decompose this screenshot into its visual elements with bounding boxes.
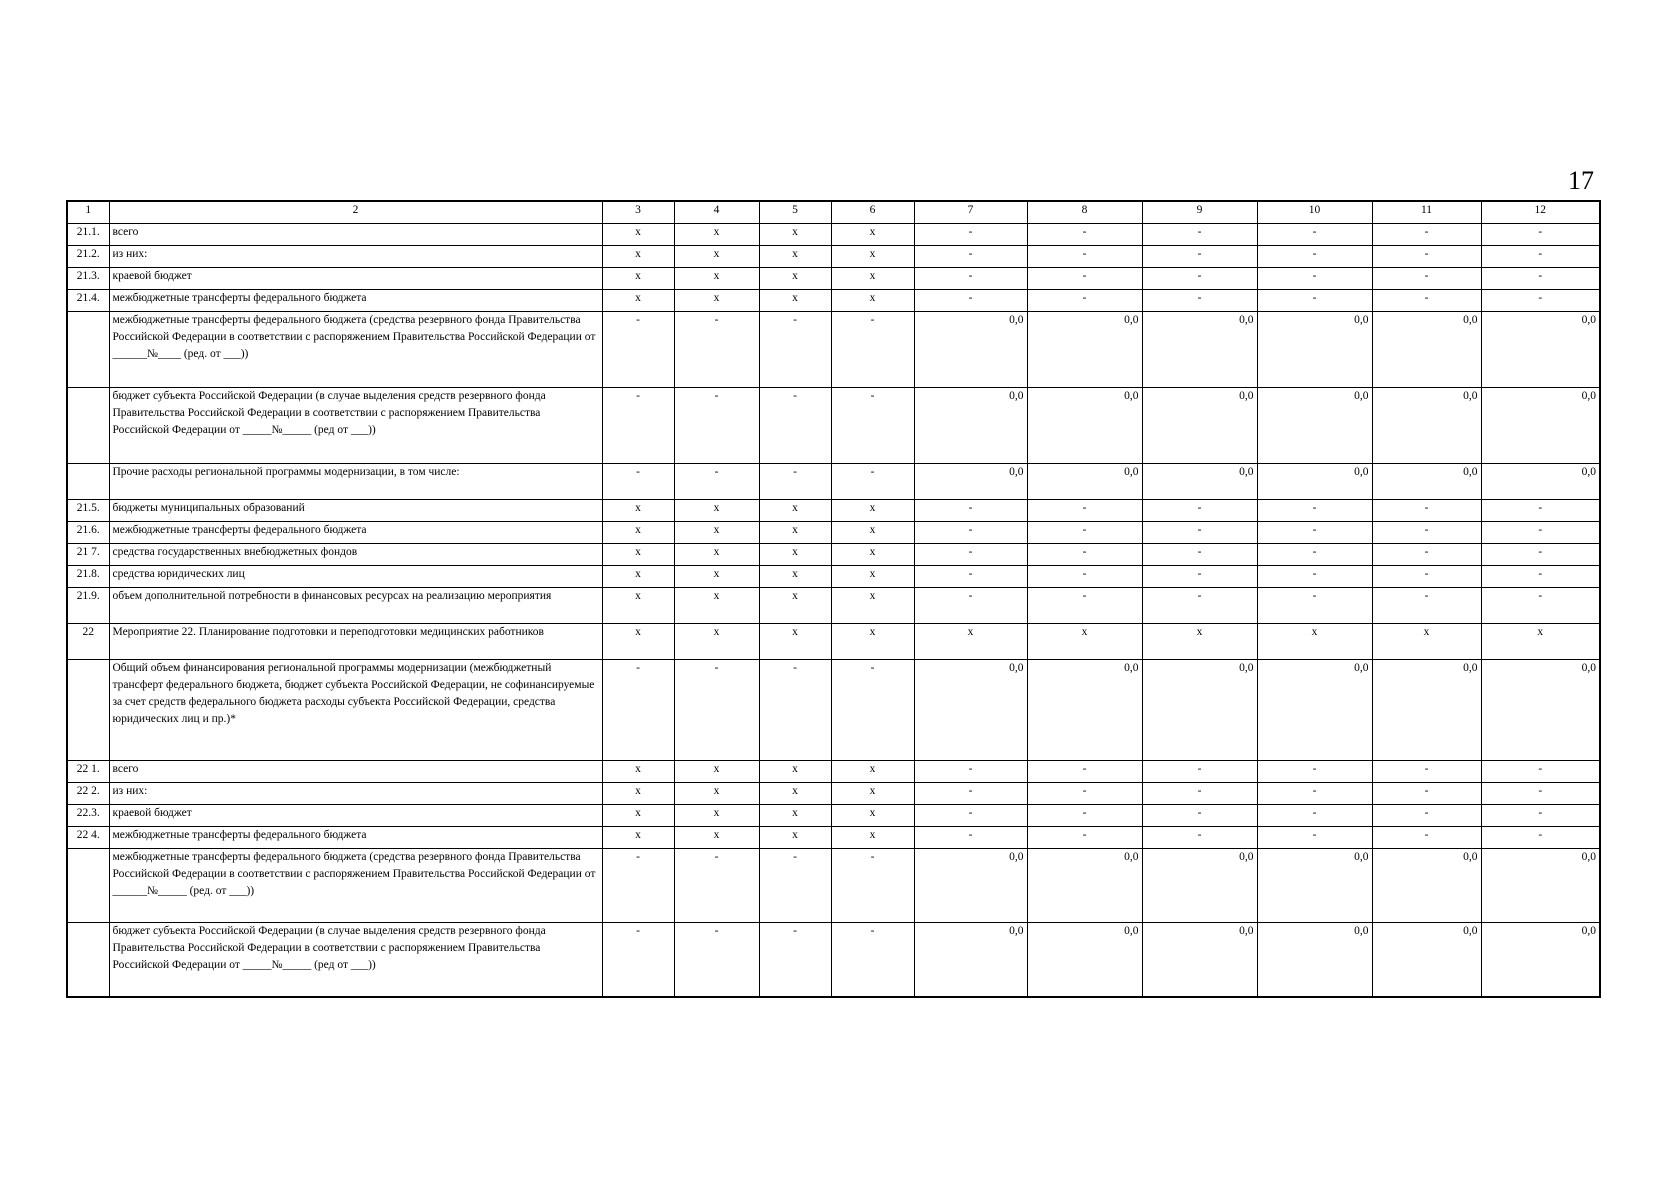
value-cell: 0,0: [914, 464, 1027, 500]
value-cell: х: [759, 246, 831, 268]
value-cell: -: [1142, 268, 1257, 290]
value-cell: -: [1142, 827, 1257, 849]
value-cell: -: [831, 849, 914, 923]
value-cell: 0,0: [1027, 849, 1142, 923]
value-cell: 0,0: [1372, 388, 1481, 464]
value-cell: х: [1372, 624, 1481, 660]
row-description: межбюджетные трансферты федерального бюджета: [109, 827, 602, 849]
row-number: 22: [67, 624, 109, 660]
row-number: 22.3.: [67, 805, 109, 827]
row-number: 21.2.: [67, 246, 109, 268]
row-description: Прочие расходы региональной программы модернизации, в том числе:: [109, 464, 602, 500]
table-row: [67, 544, 1600, 566]
table-row: [67, 522, 1600, 544]
value-cell: х: [759, 588, 831, 624]
value-cell: х: [759, 500, 831, 522]
value-cell: х: [759, 783, 831, 805]
value-cell: х: [1027, 624, 1142, 660]
value-cell: -: [1372, 290, 1481, 312]
value-cell: -: [1027, 246, 1142, 268]
value-cell: -: [1142, 500, 1257, 522]
header-cell: 10: [1257, 201, 1372, 224]
value-cell: -: [1257, 544, 1372, 566]
value-cell: -: [914, 522, 1027, 544]
value-cell: -: [1481, 500, 1600, 522]
row-description: межбюджетные трансферты федерального бюджета (средства резервного фонда Правительства Российской Федерации в соответствии с распоряжением Правительства Российской Федерации от ______№_____ (ред. от ___)): [109, 849, 602, 923]
value-cell: -: [1372, 268, 1481, 290]
value-cell: 0,0: [914, 312, 1027, 388]
value-cell: 0,0: [1372, 312, 1481, 388]
value-cell: -: [914, 268, 1027, 290]
value-cell: 0,0: [1142, 923, 1257, 998]
value-cell: -: [914, 588, 1027, 624]
row-description: объем дополнительной потребности в финансовых ресурсах на реализацию мероприятия: [109, 588, 602, 624]
table-body: [67, 201, 1600, 997]
value-cell: -: [1372, 224, 1481, 246]
header-cell: 12: [1481, 201, 1600, 224]
value-cell: -: [1027, 224, 1142, 246]
value-cell: -: [1027, 290, 1142, 312]
value-cell: -: [1257, 522, 1372, 544]
header-cell: 6: [831, 201, 914, 224]
value-cell: х: [674, 783, 759, 805]
value-cell: х: [759, 290, 831, 312]
value-cell: -: [1142, 761, 1257, 783]
table-row: [67, 849, 1600, 923]
row-description: из них:: [109, 783, 602, 805]
table-row: [67, 388, 1600, 464]
value-cell: -: [1481, 544, 1600, 566]
value-cell: -: [1372, 544, 1481, 566]
table-row: [67, 464, 1600, 500]
value-cell: 0,0: [1372, 849, 1481, 923]
value-cell: -: [1257, 783, 1372, 805]
row-number: 22 2.: [67, 783, 109, 805]
value-cell: х: [602, 805, 674, 827]
value-cell: -: [1142, 522, 1257, 544]
value-cell: -: [1372, 588, 1481, 624]
value-cell: -: [1142, 224, 1257, 246]
value-cell: 0,0: [1142, 660, 1257, 761]
value-cell: -: [602, 849, 674, 923]
table-row: [67, 566, 1600, 588]
table-row: [67, 624, 1600, 660]
value-cell: х: [831, 588, 914, 624]
value-cell: -: [1481, 522, 1600, 544]
row-number: [67, 660, 109, 761]
row-description: Общий объем финансирования региональной программы модернизации (межбюджетный трансферт федерального бюджета, бюджет субъекта Российской Федерации, не софинансируемые за счет средств федерального бюджета расходы субъекта Российской Федерации, средства юридических лиц и пр.)*: [109, 660, 602, 761]
table-row: [67, 246, 1600, 268]
row-description: бюджеты муниципальных образований: [109, 500, 602, 522]
value-cell: х: [914, 624, 1027, 660]
value-cell: -: [1257, 761, 1372, 783]
value-cell: 0,0: [1257, 312, 1372, 388]
value-cell: -: [1481, 588, 1600, 624]
value-cell: -: [1257, 566, 1372, 588]
row-description: бюджет субъекта Российской Федерации (в случае выделения средств резервного фонда Правительства Российской Федерации в соответствии с распоряжением Правительства Российской Федерации от _____№_____ (ред от ___)): [109, 923, 602, 998]
value-cell: -: [1257, 805, 1372, 827]
value-cell: 0,0: [1027, 312, 1142, 388]
row-number: [67, 849, 109, 923]
value-cell: х: [674, 268, 759, 290]
value-cell: х: [674, 224, 759, 246]
row-number: 21.9.: [67, 588, 109, 624]
value-cell: х: [831, 624, 914, 660]
header-cell: 7: [914, 201, 1027, 224]
value-cell: -: [674, 464, 759, 500]
value-cell: х: [831, 290, 914, 312]
row-description: из них:: [109, 246, 602, 268]
value-cell: -: [1027, 827, 1142, 849]
value-cell: -: [1027, 805, 1142, 827]
value-cell: -: [602, 660, 674, 761]
value-cell: -: [914, 224, 1027, 246]
value-cell: х: [831, 805, 914, 827]
value-cell: х: [602, 566, 674, 588]
value-cell: 0,0: [1481, 849, 1600, 923]
value-cell: х: [759, 268, 831, 290]
value-cell: х: [831, 827, 914, 849]
row-description: краевой бюджет: [109, 805, 602, 827]
value-cell: -: [1372, 500, 1481, 522]
value-cell: х: [674, 624, 759, 660]
value-cell: х: [602, 500, 674, 522]
value-cell: х: [759, 224, 831, 246]
value-cell: -: [1257, 246, 1372, 268]
value-cell: -: [914, 761, 1027, 783]
row-description: межбюджетные трансферты федерального бюджета: [109, 522, 602, 544]
header-cell: 11: [1372, 201, 1481, 224]
value-cell: 0,0: [1372, 923, 1481, 998]
value-cell: -: [1372, 761, 1481, 783]
value-cell: х: [674, 290, 759, 312]
value-cell: -: [1142, 290, 1257, 312]
value-cell: -: [1257, 827, 1372, 849]
value-cell: х: [674, 522, 759, 544]
table-row: [67, 312, 1600, 388]
value-cell: х: [674, 566, 759, 588]
value-cell: 0,0: [1372, 464, 1481, 500]
value-cell: -: [1372, 783, 1481, 805]
value-cell: -: [1027, 268, 1142, 290]
value-cell: -: [1372, 246, 1481, 268]
value-cell: х: [1142, 624, 1257, 660]
value-cell: х: [602, 544, 674, 566]
value-cell: 0,0: [1257, 388, 1372, 464]
value-cell: х: [1481, 624, 1600, 660]
value-cell: х: [831, 783, 914, 805]
value-cell: х: [602, 224, 674, 246]
row-number: 22 4.: [67, 827, 109, 849]
row-number: 21.1.: [67, 224, 109, 246]
value-cell: -: [1257, 224, 1372, 246]
value-cell: х: [831, 761, 914, 783]
value-cell: х: [602, 827, 674, 849]
row-number: [67, 388, 109, 464]
row-number: 21.5.: [67, 500, 109, 522]
row-description: средства государственных внебюджетных фондов: [109, 544, 602, 566]
table-row: [67, 923, 1600, 998]
row-description: Мероприятие 22. Планирование подготовки и переподготовки медицинских работников: [109, 624, 602, 660]
table-row: [67, 290, 1600, 312]
header-cell: 2: [109, 201, 602, 224]
value-cell: 0,0: [1142, 464, 1257, 500]
page-number: 17: [1568, 166, 1594, 195]
value-cell: х: [759, 827, 831, 849]
value-cell: 0,0: [1027, 388, 1142, 464]
value-cell: 0,0: [1257, 660, 1372, 761]
row-description: краевой бюджет: [109, 268, 602, 290]
value-cell: -: [1142, 783, 1257, 805]
value-cell: -: [1481, 224, 1600, 246]
value-cell: х: [831, 268, 914, 290]
value-cell: 0,0: [1257, 849, 1372, 923]
value-cell: -: [1027, 544, 1142, 566]
value-cell: х: [602, 588, 674, 624]
table-row: [67, 500, 1600, 522]
value-cell: 0,0: [1372, 660, 1481, 761]
value-cell: 0,0: [914, 388, 1027, 464]
value-cell: 0,0: [1142, 312, 1257, 388]
value-cell: -: [1257, 268, 1372, 290]
value-cell: -: [1027, 522, 1142, 544]
value-cell: х: [831, 566, 914, 588]
value-cell: х: [831, 500, 914, 522]
value-cell: -: [1481, 827, 1600, 849]
header-cell: 1: [67, 201, 109, 224]
row-description: всего: [109, 224, 602, 246]
value-cell: х: [831, 246, 914, 268]
value-cell: -: [1257, 500, 1372, 522]
value-cell: 0,0: [914, 849, 1027, 923]
header-cell: 8: [1027, 201, 1142, 224]
table-row: [67, 805, 1600, 827]
value-cell: 0,0: [914, 660, 1027, 761]
value-cell: -: [1142, 805, 1257, 827]
value-cell: -: [1027, 500, 1142, 522]
value-cell: -: [674, 849, 759, 923]
budget-table: [66, 200, 1601, 998]
value-cell: 0,0: [1142, 849, 1257, 923]
value-cell: -: [1027, 588, 1142, 624]
value-cell: -: [1027, 761, 1142, 783]
value-cell: -: [1142, 246, 1257, 268]
value-cell: -: [831, 464, 914, 500]
row-description: всего: [109, 761, 602, 783]
value-cell: -: [674, 388, 759, 464]
value-cell: х: [674, 827, 759, 849]
row-number: [67, 464, 109, 500]
value-cell: -: [759, 660, 831, 761]
value-cell: -: [759, 849, 831, 923]
value-cell: -: [914, 246, 1027, 268]
table-row: [67, 827, 1600, 849]
value-cell: х: [759, 624, 831, 660]
header-row: [67, 201, 1600, 224]
value-cell: х: [602, 246, 674, 268]
value-cell: -: [1372, 566, 1481, 588]
value-cell: 0,0: [1481, 464, 1600, 500]
value-cell: 0,0: [1481, 312, 1600, 388]
row-description: бюджет субъекта Российской Федерации (в случае выделения средств резервного фонда Правительства Российской Федерации в соответствии с распоряжением Правительства Российской Федерации от _____№_____ (ред от ___)): [109, 388, 602, 464]
value-cell: 0,0: [1481, 660, 1600, 761]
value-cell: х: [759, 544, 831, 566]
value-cell: х: [674, 588, 759, 624]
value-cell: -: [759, 464, 831, 500]
value-cell: -: [1481, 783, 1600, 805]
value-cell: х: [602, 783, 674, 805]
value-cell: -: [1481, 268, 1600, 290]
value-cell: -: [1481, 761, 1600, 783]
table-row: [67, 268, 1600, 290]
table-row: [67, 761, 1600, 783]
header-cell: 5: [759, 201, 831, 224]
value-cell: -: [831, 312, 914, 388]
row-description: средства юридических лиц: [109, 566, 602, 588]
value-cell: -: [674, 660, 759, 761]
row-number: [67, 923, 109, 998]
value-cell: -: [914, 290, 1027, 312]
row-number: 22 1.: [67, 761, 109, 783]
value-cell: х: [674, 805, 759, 827]
value-cell: х: [674, 246, 759, 268]
value-cell: х: [674, 500, 759, 522]
value-cell: х: [831, 522, 914, 544]
table-row: [67, 783, 1600, 805]
value-cell: -: [831, 923, 914, 998]
row-number: [67, 312, 109, 388]
value-cell: -: [914, 500, 1027, 522]
value-cell: -: [1027, 783, 1142, 805]
value-cell: -: [602, 464, 674, 500]
value-cell: х: [831, 544, 914, 566]
value-cell: -: [1142, 588, 1257, 624]
value-cell: -: [674, 312, 759, 388]
value-cell: 0,0: [1027, 660, 1142, 761]
value-cell: -: [1372, 522, 1481, 544]
value-cell: 0,0: [1257, 923, 1372, 998]
value-cell: 0,0: [1027, 464, 1142, 500]
value-cell: х: [674, 761, 759, 783]
table-row: [67, 660, 1600, 761]
value-cell: -: [1142, 566, 1257, 588]
value-cell: х: [1257, 624, 1372, 660]
value-cell: х: [602, 290, 674, 312]
value-cell: -: [674, 923, 759, 998]
value-cell: х: [602, 522, 674, 544]
value-cell: х: [602, 624, 674, 660]
header-cell: 4: [674, 201, 759, 224]
value-cell: -: [1372, 827, 1481, 849]
row-description: межбюджетные трансферты федерального бюджета (средства резервного фонда Правительства Российской Федерации в соответствии с распоряжением Правительства Российской Федерации от ______№____ (ред. от ___)): [109, 312, 602, 388]
value-cell: -: [1481, 805, 1600, 827]
value-cell: 0,0: [914, 923, 1027, 998]
value-cell: х: [759, 805, 831, 827]
value-cell: 0,0: [1481, 388, 1600, 464]
value-cell: х: [674, 544, 759, 566]
value-cell: х: [602, 268, 674, 290]
value-cell: х: [759, 761, 831, 783]
value-cell: 0,0: [1142, 388, 1257, 464]
value-cell: -: [914, 783, 1027, 805]
value-cell: -: [831, 388, 914, 464]
value-cell: -: [602, 923, 674, 998]
header-cell: 9: [1142, 201, 1257, 224]
value-cell: -: [914, 805, 1027, 827]
value-cell: -: [759, 312, 831, 388]
header-cell: 3: [602, 201, 674, 224]
value-cell: -: [602, 312, 674, 388]
row-number: 21.8.: [67, 566, 109, 588]
row-number: 21 7.: [67, 544, 109, 566]
value-cell: -: [914, 544, 1027, 566]
value-cell: -: [759, 923, 831, 998]
value-cell: х: [759, 522, 831, 544]
value-cell: -: [602, 388, 674, 464]
value-cell: 0,0: [1027, 923, 1142, 998]
value-cell: -: [1481, 246, 1600, 268]
value-cell: -: [914, 827, 1027, 849]
row-number: 21.4.: [67, 290, 109, 312]
value-cell: х: [831, 224, 914, 246]
value-cell: -: [1257, 588, 1372, 624]
value-cell: 0,0: [1481, 923, 1600, 998]
row-number: 21.6.: [67, 522, 109, 544]
value-cell: -: [1481, 290, 1600, 312]
value-cell: -: [1372, 805, 1481, 827]
value-cell: х: [602, 761, 674, 783]
row-number: 21.3.: [67, 268, 109, 290]
value-cell: -: [914, 566, 1027, 588]
value-cell: -: [759, 388, 831, 464]
value-cell: -: [1257, 290, 1372, 312]
value-cell: х: [759, 566, 831, 588]
row-description: межбюджетные трансферты федерального бюджета: [109, 290, 602, 312]
value-cell: -: [1142, 544, 1257, 566]
value-cell: -: [1027, 566, 1142, 588]
value-cell: 0,0: [1257, 464, 1372, 500]
value-cell: -: [1481, 566, 1600, 588]
table-row: [67, 224, 1600, 246]
value-cell: -: [831, 660, 914, 761]
table-row: [67, 588, 1600, 624]
